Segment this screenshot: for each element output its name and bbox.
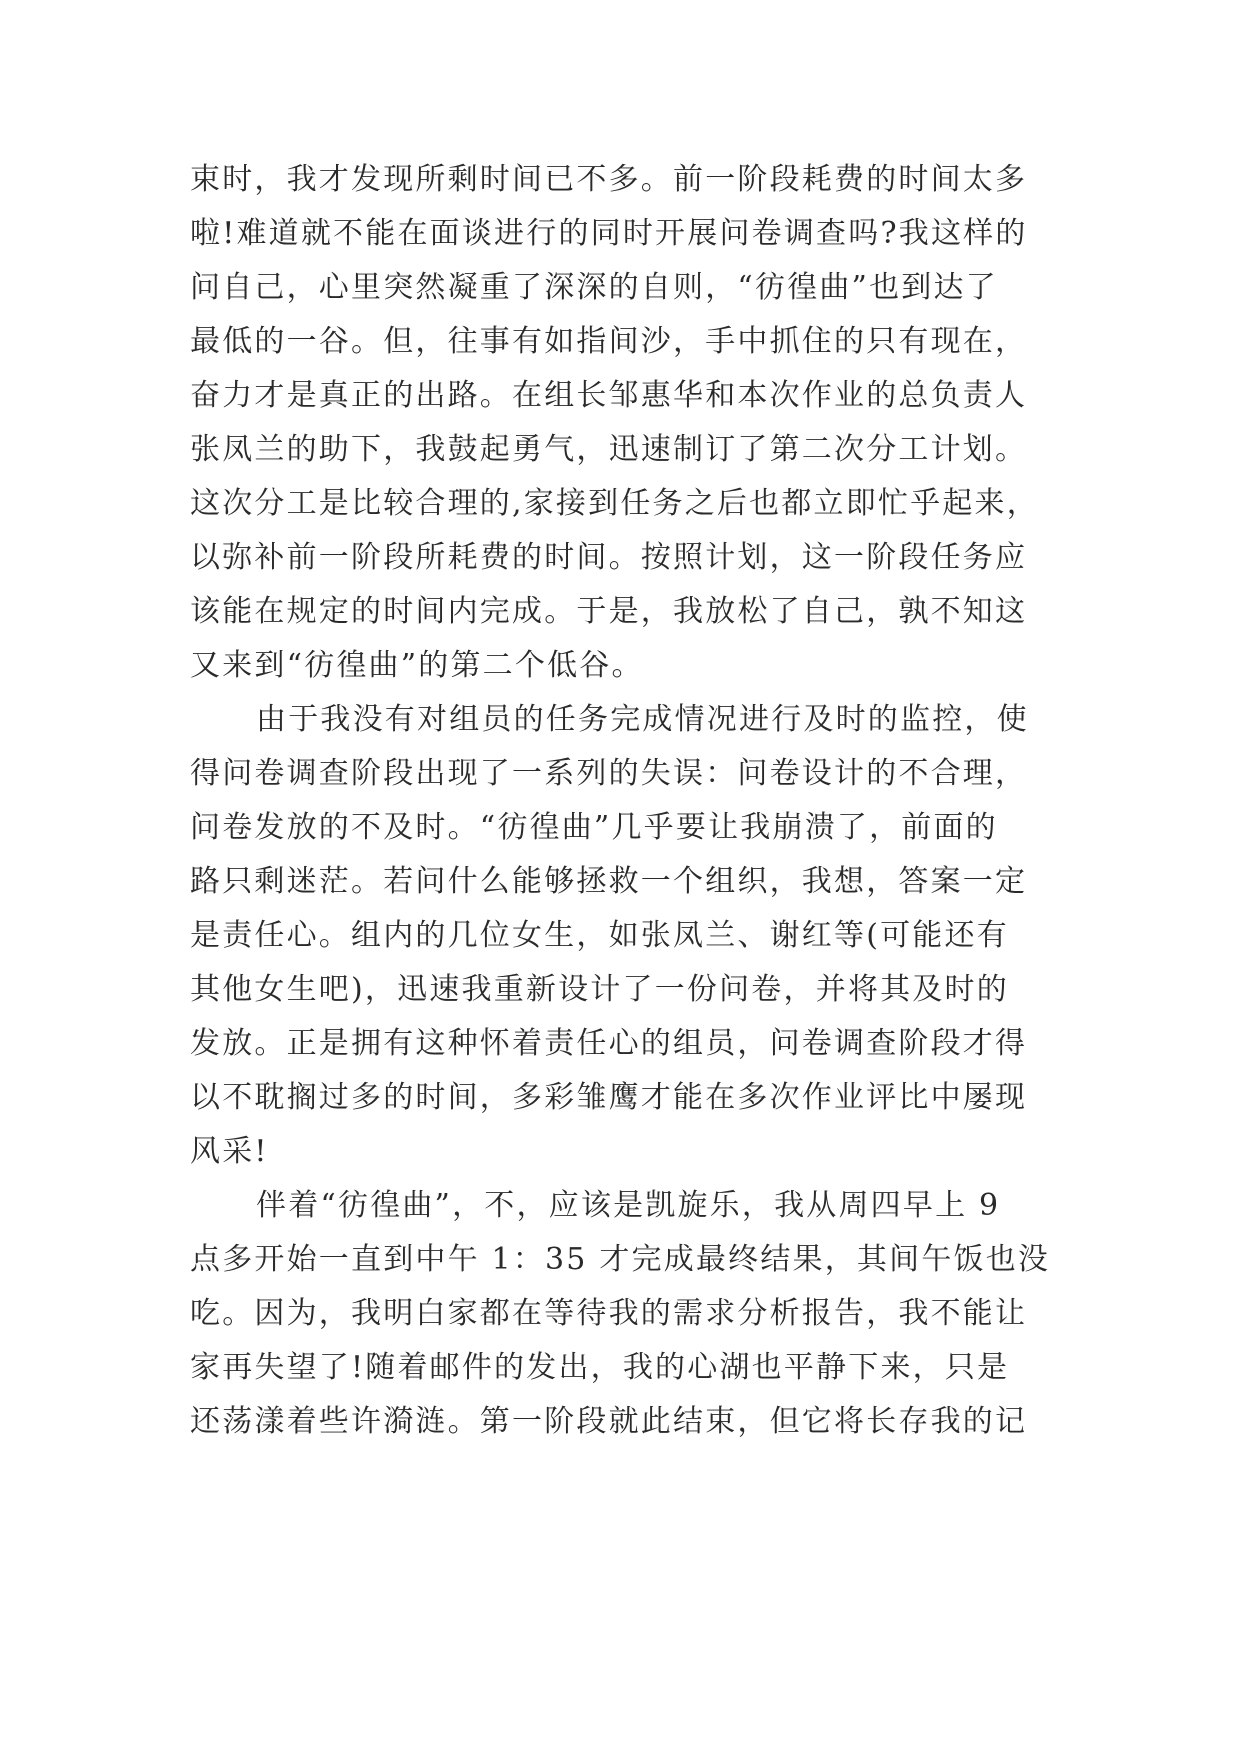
- paragraph-first-line: 由于我没有对组员的任务完成情况进行及时的监控，使: [256, 702, 1029, 737]
- text-line: 束时，我才发现所剩时间已不多。前一阶段耗费的时间太多: [190, 162, 1028, 197]
- text-line: 路只剩迷茫。若问什么能够拯救一个组织，我想，答案一定: [190, 864, 1028, 899]
- text-line: 张凤兰的助下，我鼓起勇气，迅速制订了第二次分工计划。: [190, 432, 1028, 467]
- text-line: 该能在规定的时间内完成。于是，我放松了自己，孰不知这: [190, 594, 1028, 629]
- text-line: 发放。正是拥有这种怀着责任心的组员，问卷调查阶段才得: [190, 1026, 1028, 1061]
- text-line: 又来到“彷徨曲”的第二个低谷。: [190, 648, 644, 683]
- text-line: 啦!难道就不能在面谈进行的同时开展问卷调查吗?我这样的: [190, 216, 1028, 251]
- text-line: 最低的一谷。但，往事有如指间沙，手中抓住的只有现在，: [190, 324, 1028, 359]
- text-line: 是责任心。组内的几位女生，如张凤兰、谢红等(可能还有: [190, 918, 1009, 953]
- text-line: 还荡漾着些许漪涟。第一阶段就此结束，但它将长存我的记: [190, 1404, 1028, 1439]
- text-line: 问卷发放的不及时。“彷徨曲”几乎要让我崩溃了，前面的: [190, 810, 998, 845]
- text-line: 其他女生吧)，迅速我重新设计了一份问卷，并将其及时的: [190, 972, 1009, 1007]
- text-line: 吃。因为，我明白家都在等待我的需求分析报告，我不能让: [190, 1296, 1028, 1331]
- text-line: 风采!: [190, 1134, 269, 1169]
- text-line: 问自己，心里突然凝重了深深的自则，“彷徨曲”也到达了: [190, 270, 998, 305]
- text-line: 这次分工是比较合理的,家接到任务之后也都立即忙乎起来，: [190, 486, 1039, 521]
- text-line: 家再失望了!随着邮件的发出，我的心湖也平静下来，只是: [190, 1350, 1010, 1385]
- paragraph-first-line: 伴着“彷徨曲”，不，应该是凯旋乐，我从周四早上 9: [256, 1188, 1001, 1223]
- text-line: 点多开始一直到中午 1：35 才完成最终结果，其间午饭也没: [190, 1242, 1051, 1277]
- text-line: 以弥补前一阶段所耗费的时间。按照计划，这一阶段任务应: [190, 540, 1028, 575]
- text-line: 得问卷调查阶段出现了一系列的失误：问卷设计的不合理，: [190, 756, 1028, 791]
- text-line: 以不耽搁过多的时间，多彩雏鹰才能在多次作业评比中屡现: [190, 1080, 1028, 1115]
- text-line: 奋力才是真正的出路。在组长邹惠华和本次作业的总负责人: [190, 378, 1028, 413]
